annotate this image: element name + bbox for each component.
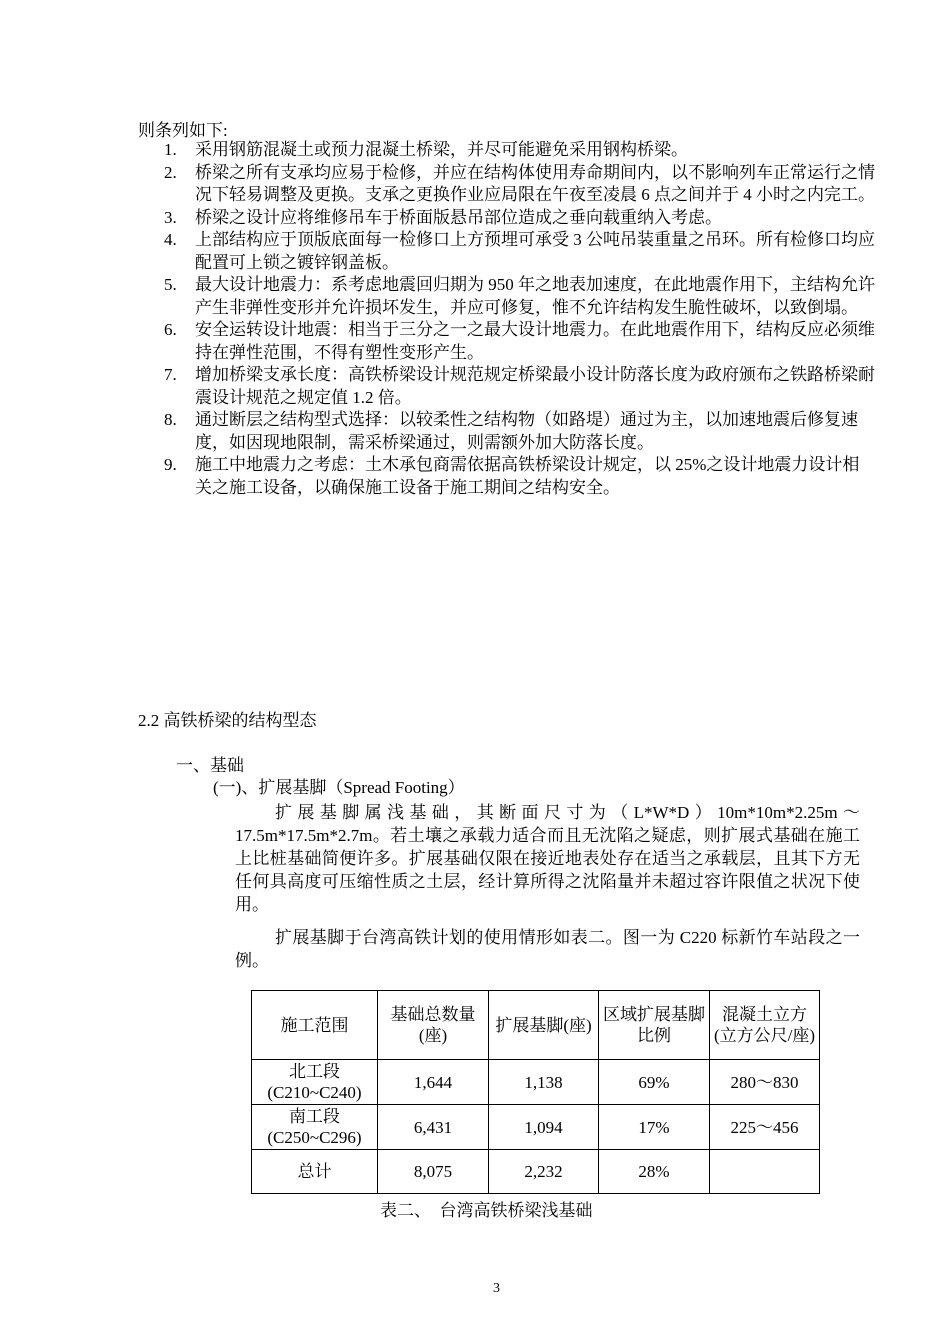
table-header-cell: 扩展基脚(座) bbox=[489, 991, 599, 1060]
rule-text: 安全运转设计地震：相当于三分之一之最大设计地震力。在此地震作用下，结构反应必须维持在弹性范围，不得有塑性变形产生。 bbox=[195, 320, 875, 362]
intro-text: 则条列如下: bbox=[138, 121, 228, 140]
rule-number: 1. bbox=[164, 140, 177, 159]
table-row bbox=[252, 1105, 820, 1150]
rule-item bbox=[164, 274, 876, 319]
table-row bbox=[252, 1060, 820, 1105]
page-number: 3 bbox=[493, 1281, 500, 1296]
rule-item bbox=[164, 162, 876, 207]
rule-text: 最大设计地震力：系考虑地震回归期为 950 年之地表加速度，在此地震作用下，主结构允许产生非弹性变形并允许损坏发生，并应可修复，惟不允许结构发生脆性破坏，以致倒塌。 bbox=[195, 275, 875, 317]
rule-text: 施工中地震力之考虑：土木承包商需依据高铁桥梁设计规定，以 25%之设计地震力设计相关之施工设备，以确保施工设备于施工期间之结构安全。 bbox=[195, 455, 860, 497]
rule-number: 7. bbox=[164, 365, 177, 384]
heading-spread-footing: (一)、扩展基脚（Spread Footing） bbox=[213, 778, 465, 797]
table-cell: 1,644 bbox=[378, 1060, 489, 1105]
table-cell: 6,431 bbox=[378, 1105, 489, 1150]
rule-number: 4. bbox=[164, 230, 177, 249]
table-row bbox=[252, 1150, 820, 1194]
rule-text: 增加桥梁支承长度：高铁桥梁设计规范规定桥梁最小设计防落长度为政府颁布之铁路桥梁耐震设计规范之规定值 1.2 倍。 bbox=[195, 365, 875, 407]
rule-number: 3. bbox=[164, 207, 177, 227]
paragraph-spread-footing: 扩展基脚属浅基础，其断面尺寸为（L*W*D）10m*10m*2.25m～17.5m*17.5m*2.7m。若土壤之承载力适合而且无沈陷之疑虑，则扩展式基础在施工上比桩基础简便许多。扩展基础仅限在接近地表处存在适当之承载层，且其下方无任何具高度可压缩性质之土层，经计算所得之沈陷量并未超过容许限值之状况下使用。 bbox=[235, 803, 860, 914]
table-header-cell: 区域扩展基脚比例 bbox=[599, 991, 710, 1060]
section-title: 2.2 高铁桥梁的结构型态 bbox=[138, 711, 317, 730]
rule-item bbox=[164, 207, 876, 230]
table-cell: 2,232 bbox=[489, 1150, 599, 1194]
rule-text: 采用钢筋混凝土或预力混凝土桥梁，并尽可能避免采用钢构桥梁。 bbox=[195, 140, 688, 159]
rule-item bbox=[164, 229, 876, 274]
table-cell: 69% bbox=[599, 1060, 710, 1105]
rule-item bbox=[164, 139, 876, 162]
table-cell bbox=[710, 1150, 820, 1194]
rule-item bbox=[164, 454, 876, 499]
table-header-cell: 混凝土立方(立方公尺/座) bbox=[710, 991, 820, 1060]
foundation-table bbox=[251, 990, 820, 1194]
table-header-cell: 基础总数量(座) bbox=[378, 991, 489, 1060]
table-header-row bbox=[252, 991, 820, 1060]
table-cell: 总计 bbox=[252, 1150, 378, 1194]
rule-text: 通过断层之结构型式选择：以较柔性之结构物（如路堤）通过为主，以加速地震后修复速度，如因现地限制，需采桥梁通过，则需额外加大防落长度。 bbox=[195, 410, 858, 452]
rule-item bbox=[164, 409, 876, 454]
table-cell: 225～456 bbox=[710, 1105, 820, 1150]
rule-item bbox=[164, 319, 876, 364]
heading-foundation: 一、基础 bbox=[176, 756, 244, 775]
rule-number: 5. bbox=[164, 275, 177, 294]
table-cell: 1,138 bbox=[489, 1060, 599, 1105]
table-cell: 北工段(C210~C240) bbox=[252, 1060, 378, 1105]
rule-number: 6. bbox=[164, 320, 177, 339]
rule-text: 桥梁之设计应将维修吊车于桥面版悬吊部位造成之垂向载重纳入考虑。 bbox=[195, 207, 722, 227]
rule-number: 2. bbox=[164, 162, 177, 182]
rule-number: 9. bbox=[164, 455, 177, 474]
rules-list bbox=[164, 139, 876, 499]
rule-text: 桥梁之所有支承均应易于检修，并应在结构体使用寿命期间内，以不影响列车正常运行之情况下轻易调整及更换。支承之更换作业应局限在午夜至凌晨 6 点之间并于 4 小时之内完工。 bbox=[195, 162, 875, 204]
table-caption: 表二、 台湾高铁桥梁浅基础 bbox=[380, 1201, 593, 1220]
paragraph-usage: 扩展基脚于台湾高铁计划的使用情形如表二。图一为 C220 标新竹车站段之一例。 bbox=[235, 928, 860, 970]
rule-item bbox=[164, 364, 876, 409]
table-cell: 南工段(C250~C296) bbox=[252, 1105, 378, 1150]
table-cell: 1,094 bbox=[489, 1105, 599, 1150]
table-header-cell: 施工范围 bbox=[252, 991, 378, 1060]
table-cell: 280～830 bbox=[710, 1060, 820, 1105]
rule-text: 上部结构应于顶版底面每一检修口上方预埋可承受 3 公吨吊装重量之吊环。所有检修口均应配置可上锁之镀锌钢盖板。 bbox=[195, 230, 875, 272]
table-cell: 17% bbox=[599, 1105, 710, 1150]
table-cell: 28% bbox=[599, 1150, 710, 1194]
table-cell: 8,075 bbox=[378, 1150, 489, 1194]
rule-number: 8. bbox=[164, 410, 177, 429]
